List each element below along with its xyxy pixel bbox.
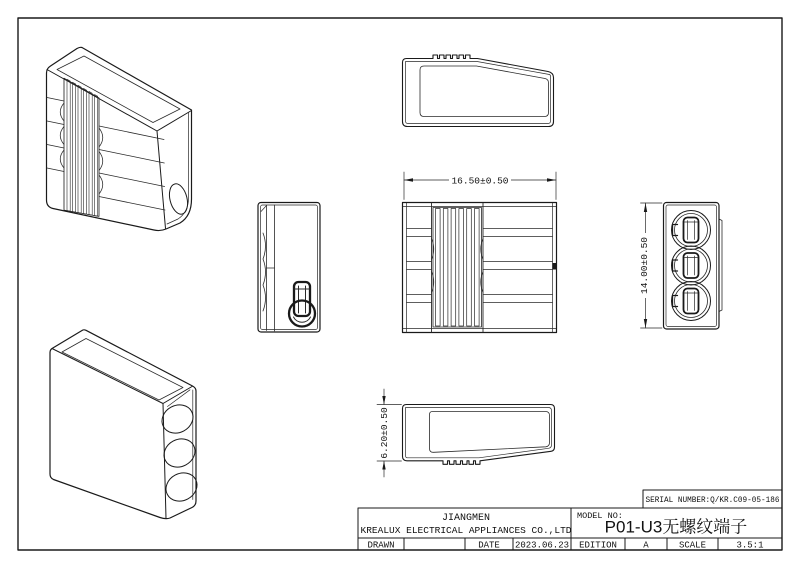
- top-profile-view: [403, 55, 554, 127]
- dim-height-arrow-bottom: [644, 319, 647, 328]
- scale-label: SCALE: [678, 540, 707, 551]
- dim-thickness-arrow-top: [382, 396, 385, 405]
- sheet-border: [18, 18, 782, 550]
- topview-recess-panel: [420, 66, 549, 117]
- frontview-outline: [403, 203, 557, 333]
- frontview-latch-notch: [553, 263, 557, 270]
- port3-inner-ring: [675, 285, 708, 318]
- iso2-wire-hole-2: [159, 434, 200, 473]
- clamp-tab: [294, 282, 310, 316]
- port2-inner-ring: [675, 249, 708, 282]
- serial-number: SERIAL NUMBER:Q/KR.C09-05-186: [645, 497, 780, 505]
- frontview-dividers: [432, 203, 484, 332]
- iso1-side-inner-edge: [167, 113, 189, 225]
- endview-ports: [672, 211, 711, 321]
- company-city: JIANGMEN: [441, 513, 491, 524]
- frontview-port-lines: [407, 229, 553, 303]
- iso1-rib-band: [64, 78, 99, 216]
- dimension-thickness: [377, 389, 402, 477]
- iso2-top-lid-panel: [62, 339, 183, 401]
- date-value: 2023.06.23: [514, 540, 570, 551]
- dim-thickness-text: 6.20±0.50: [379, 407, 390, 459]
- dim-width-arrow-right: [547, 178, 556, 181]
- drawn-label: DRAWN: [367, 540, 395, 551]
- isometric-view-rear: [50, 330, 202, 519]
- dim-width-text: 16.50±0.50: [451, 175, 509, 187]
- sideview-clamp-detail: [289, 282, 315, 327]
- port1-inner-ring: [675, 214, 708, 247]
- dimension-width: [404, 172, 556, 200]
- iso1-rib-stripes: [67, 79, 98, 216]
- iso1-face-edges: [47, 70, 192, 229]
- sideview-grip-waves: [263, 233, 266, 311]
- dim-height-text: 14.00±0.50: [639, 236, 650, 295]
- dim-height-arrow-top: [644, 203, 647, 212]
- port1-outer-ring: [672, 211, 711, 250]
- model-no-label: MODEL NO:: [577, 511, 623, 521]
- date-label: DATE: [478, 540, 500, 551]
- clamp-inner-arc: [294, 317, 311, 322]
- iso1-contour-lines: [47, 98, 165, 211]
- company-name: KREALUX ELECTRICAL APPLIANCES CO.,LTD: [360, 525, 572, 536]
- dimension-height: [638, 203, 662, 328]
- dim-thickness-arrow-bottom: [382, 461, 385, 470]
- end-view-right: [664, 203, 723, 330]
- edition-value: A: [643, 540, 649, 551]
- edition-label: EDITION: [579, 540, 617, 551]
- port3-outer-ring: [672, 282, 711, 321]
- port-levers: [673, 218, 699, 314]
- dim-width-arrow-left: [404, 178, 413, 181]
- topview-inner-outline: [406, 62, 551, 124]
- bottomview-recess-panel: [430, 412, 550, 453]
- port2-outer-ring: [672, 246, 711, 285]
- title-block: [358, 490, 782, 551]
- iso1-silhouette: [47, 47, 192, 230]
- front-view: [403, 203, 557, 333]
- frontview-inner-edges: [403, 203, 556, 332]
- iso1-wire-hole: [167, 182, 191, 216]
- frontview-rib-stripes: [436, 209, 480, 327]
- isometric-view-front-top: [47, 47, 192, 230]
- iso2-face-edges: [52, 349, 192, 519]
- model-no-value: P01-U3无螺纹端子: [604, 517, 748, 537]
- iso2-side-inner-edge: [168, 390, 193, 500]
- scale-value: 3.5:1: [736, 540, 764, 551]
- bottom-profile-view: [403, 405, 555, 465]
- bottomview-outline: [403, 405, 555, 465]
- sideview-chamfer: [261, 206, 267, 212]
- side-view-left: [258, 203, 320, 333]
